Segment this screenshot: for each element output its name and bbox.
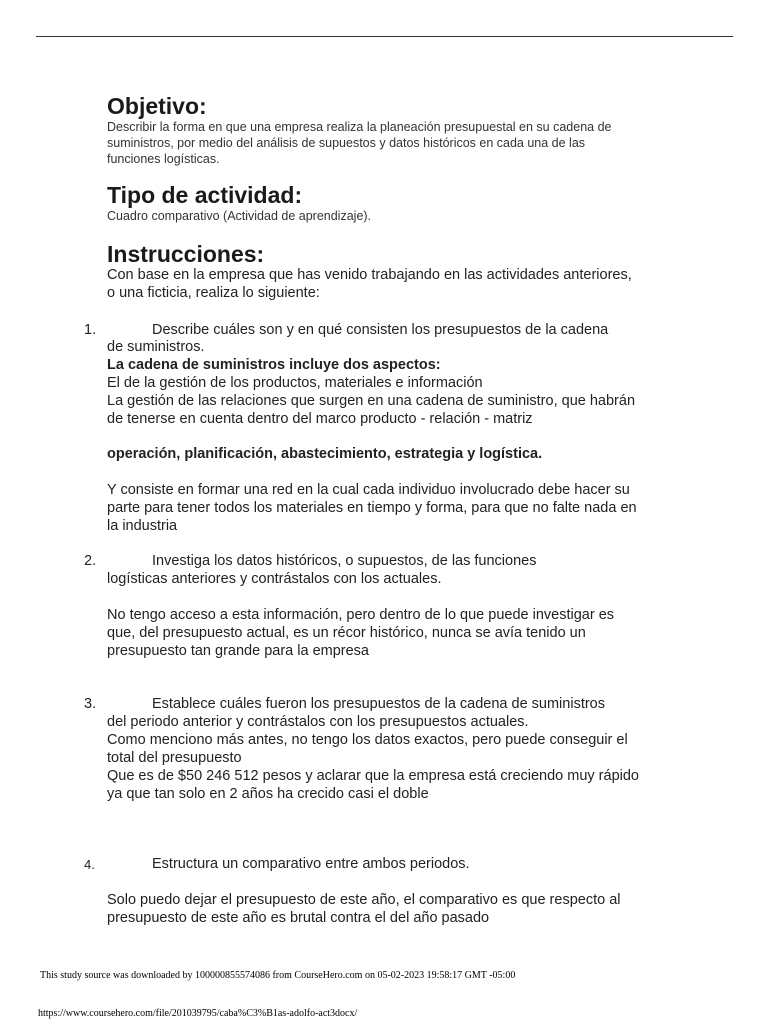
item3-number: 3. — [84, 696, 97, 712]
item4-answer-line: presupuesto de este año es brutal contra el del año pasado — [107, 910, 490, 926]
instrucciones-line: Con base en la empresa que has venido trabajando en las actividades anteriores, — [107, 267, 632, 283]
item4-answer-line: Solo puedo dejar el presupuesto de este año, el comparativo es que respecto al — [107, 892, 621, 908]
instrucciones-line: o una ficticia, realiza lo siguiente: — [107, 285, 320, 301]
instrucciones-text — [107, 266, 632, 302]
item1-question: Describe cuáles son y en qué consisten los presupuestos de la cadena — [152, 322, 609, 338]
item3-question: Establece cuáles fueron los presupuestos de la cadena de suministros — [152, 696, 605, 712]
source-url-link[interactable]: https://www.coursehero.com/file/201039795/caba%C3%B1as-adolfo-act3docx/ — [38, 1008, 358, 1019]
item3-answer-line: Que es de $50 246 512 pesos y aclarar que la empresa está creciendo muy rápido — [107, 768, 639, 784]
objetivo-line: funciones logísticas. — [107, 152, 220, 166]
tipo-heading: Tipo de actividad: — [107, 182, 303, 208]
item1-answer2-line: Y consiste en formar una red en la cual cada individuo involucrado debe hacer su — [107, 482, 630, 498]
download-notice: This study source was downloaded by 100000855574086 from CourseHero.com on 05-02-2023 19:58:17 GMT -05:00 — [40, 970, 516, 981]
item1-number: 1. — [84, 322, 97, 338]
top-rule — [36, 36, 733, 37]
item2-answer-line: que, del presupuesto actual, es un récor histórico, nunca se avía tenido un — [107, 625, 586, 641]
item3-answer-line: total del presupuesto — [107, 750, 242, 766]
item2-answer-line: presupuesto tan grande para la empresa — [107, 643, 369, 659]
item4-answer — [107, 891, 620, 927]
item4-question: Estructura un comparativo entre ambos periodos. — [152, 856, 470, 872]
item1-answer2-line: parte para tener todos los materiales en tiempo y forma, para que no falte nada en — [107, 500, 637, 516]
tipo-text: Cuadro comparativo (Actividad de aprendizaje). — [107, 209, 372, 223]
objetivo-heading: Objetivo: — [107, 93, 207, 119]
item1-bold-line-2: operación, planificación, abastecimiento, estrategia y logística. — [107, 446, 543, 462]
item1-answer — [107, 374, 635, 428]
item4-number: 4. — [84, 857, 95, 872]
item2-number: 2. — [84, 553, 97, 569]
objetivo-text — [107, 119, 611, 167]
item1-answer-line: El de la gestión de los productos, materiales e información — [107, 375, 483, 391]
objetivo-line: suministros, por medio del análisis de supuestos y datos históricos en cada una de las — [107, 136, 586, 150]
item1-bold-line: La cadena de suministros incluye dos aspectos: — [107, 357, 441, 373]
item3-answer-line: ya que tan solo en 2 años ha crecido casi el doble — [107, 786, 429, 802]
item2-question: Investiga los datos históricos, o supuestos, de las funciones — [152, 553, 537, 569]
objetivo-line: Describir la forma en que una empresa realiza la planeación presupuestal en su cadena de — [107, 120, 612, 134]
item1-answer2-line: la industria — [107, 518, 178, 534]
item3-answer — [107, 731, 639, 803]
item3-answer-line: Como menciono más antes, no tengo los datos exactos, pero puede conseguir el — [107, 732, 628, 748]
item1-answer-line: de tenerse en cuenta dentro del marco producto - relación - matriz — [107, 411, 533, 427]
item3-question-cont: del periodo anterior y contrástalos con los presupuestos actuales. — [107, 714, 529, 730]
item2-answer-line: No tengo acceso a esta información, pero dentro de lo que puede investigar es — [107, 607, 615, 623]
item1-answer-2 — [107, 481, 637, 535]
item2-question-cont: logísticas anteriores y contrástalos con los actuales. — [107, 571, 442, 587]
item2-answer — [107, 606, 614, 660]
item1-answer-line: La gestión de las relaciones que surgen en una cadena de suministro, que habrán — [107, 393, 636, 409]
item1-question-cont: de suministros. — [107, 339, 205, 355]
instrucciones-heading: Instrucciones: — [107, 241, 265, 267]
